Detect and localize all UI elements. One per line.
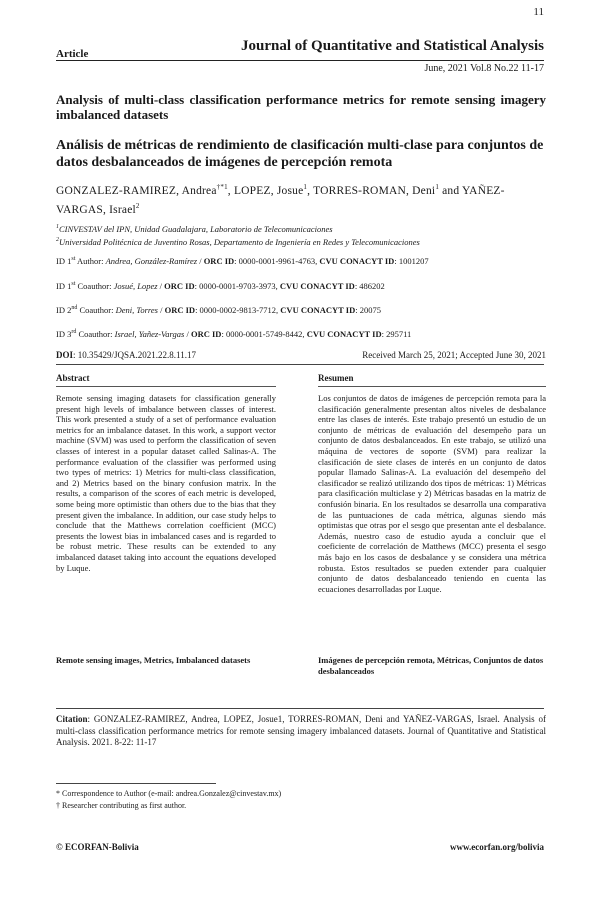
article-meta <box>56 350 546 360</box>
abstract-heading-rule <box>56 386 276 387</box>
abstract-keywords: Remote sensing images, Metrics, Imbalanced datasets <box>56 655 251 665</box>
author-3: TORRES-ROMAN, Deni <box>313 184 436 197</box>
header-divider <box>56 60 544 61</box>
id-line-author: ID 1st Author: Andrea, González-Ramírez / ORC ID: 0000-0001-9961-4763, CVU CONACYT ID: 1001207 <box>56 255 429 266</box>
resumen-heading: Resumen <box>318 373 354 383</box>
footer-website: www.ecorfan.org/bolivia <box>450 842 544 852</box>
footer-publisher: © ECORFAN-Bolivia <box>56 842 139 852</box>
footnote-divider <box>56 783 216 784</box>
author-4-sup: 2 <box>135 201 140 210</box>
title-spanish: Análisis de métricas de rendimiento de clasificación multi-clase para conjuntos de datos desbalanceados de imágenes de percepción remota <box>56 138 544 170</box>
meta-divider <box>56 364 544 365</box>
footnote-researcher: † Researcher contributing as first author. <box>56 801 187 810</box>
citation: Citation: GONZALEZ-RAMIREZ, Andrea, LOPEZ, Josue1, TORRES-ROMAN, Deni and YAÑEZ-VARGAS, Israel. Analysis of multi-class classification performance metrics for remote sensing imagery imbalanced datasets. Journal of Quantitative and Statistical Analysis. 2021. 8-22: 11-17 <box>56 714 546 747</box>
issue-info: June, 2021 Vol.8 No.22 11-17 <box>424 63 544 74</box>
affiliation-1: $^1$CINVESTAV del IPN, Unidad Guadalajara, Laboratorio de Telecomunicaciones <box>56 223 333 234</box>
id-line-coauthor-3: ID 3rd Coauthor: Israel, Yañez-Vargas / ORC ID: 0000-0001-5749-8442, CVU CONACYT ID: 295711 <box>56 328 412 339</box>
page-number: 11 <box>533 6 544 18</box>
section-label: Article <box>56 48 89 60</box>
author-2: LOPEZ, Josue <box>233 184 304 197</box>
author-4: YAÑEZ-VARGAS, Israel <box>56 184 505 216</box>
resumen-heading-rule <box>318 386 546 387</box>
author-1: GONZALEZ-RAMIREZ, Andrea <box>56 184 217 197</box>
doi: DOI: 10.35429/JQSA.2021.22.8.11.17 <box>56 350 196 360</box>
author-3-sup: 1 <box>435 183 440 191</box>
affiliation-2: $^2$Universidad Politécnica de Juventino Rosas, Departamento de Ingeniería en Redes y Telecomunicaciones <box>56 236 420 247</box>
author-2-sup: 1 <box>303 183 308 191</box>
affiliations <box>56 222 546 248</box>
abstract-body: Remote sensing imaging datasets for classification generally present high levels of imbalance between classes of interest. This work presented a study of a set of performance evaluation metrics for an imbalance dataset. In this work, a support vector machine (SVM) was used to perform the classification of seven classes of interest in a popular dataset called Salinas-A. The performance evaluation of the classifier was performed using two types of metrics: 1) Metrics for multi-class classification, and 2) Metrics based on the binary confusion matrix. In the results, a comparison of the scores of each metric is developed, some being more optimistic than others due to the bias that they present given the imbalance. In addition, our case study helps to conclude that the Matthews correlation coefficient (MCC) presents the lowest bias in imbalanced cases and is regarded to be robust metric. These results can be extended to any imbalanced dataset taking into account the equations developed by Luque. <box>56 393 276 573</box>
author-list: GONZALEZ-RAMIREZ, Andrea$^{\dagger*1}$, LOPEZ, Josue$^1$, TORRES-ROMAN, Deni$^1$ and YAÑEZ-VARGAS, Israel$^2$ <box>56 183 505 216</box>
resumen-keywords: Imágenes de percepción remota, Métricas, Conjuntos de datos desbalanceados <box>318 655 544 676</box>
citation-divider <box>56 708 544 709</box>
abstract-heading: Abstract <box>56 373 90 383</box>
id-line-coauthor-2: ID 2nd Coauthor: Deni, Torres / ORC ID: 0000-0002-9813-7712, CVU CONACYT ID: 20075 <box>56 304 381 315</box>
received-date: Received March 25, 2021; Accepted June 30, 2021 <box>362 350 546 360</box>
title-english: Analysis of multi-class classification performance metrics for remote sensing imagery imbalanced datasets <box>56 92 546 122</box>
journal-title: Journal of Quantitative and Statistical Analysis <box>241 38 544 54</box>
footnote-correspondence: * Correspondence to Author (e-mail: andrea.Gonzalez@cinvestav.mx) <box>56 789 282 798</box>
resumen-body: Los conjuntos de datos de imágenes de percepción remota para la clasificación generalmente presentan altos niveles de desbalance entre las clases de interés. Este trabajo presentó un estudio de un conjunto de métricas de evaluación del desempeño para un conjunto de datos desbalanceados. En este trabajo, se utilizó una máquina de vectores de soporte (SVM) para realizar la clasificación de siete clases de interés en un conjunto de datos popular llamado Salinas-A. La evaluación del desempeño del clasificador se realizó utilizando dos tipos de métricas: 1) Métricas para clasificación multiclase y 2) Métricas basadas en la matriz de confusión binaria. En los resultados se desarrolla una comparativa de las puntuaciones de cada métrica, algunas siendo más optimistas que otras por el sesgo que presentan ante el desbalance. Además, nuestro caso de estudio ayuda a concluir que el coeficiente de correlación de Matthews (MCC) presenta el sesgo más bajo en los casos de desbalance y se considera una métrica robusta. Estos resultados se pueden extender para cualquier conjunto de datos desbalanceado teniendo en cuenta las ecuaciones desarrolladas por Luque. <box>318 393 546 594</box>
id-line-coauthor-1: ID 1st Coauthor: Josué, Lopez / ORC ID: 0000-0001-9703-3973, CVU CONACYT ID: 486202 <box>56 280 385 291</box>
author-1-sup: †*1 <box>216 183 228 191</box>
